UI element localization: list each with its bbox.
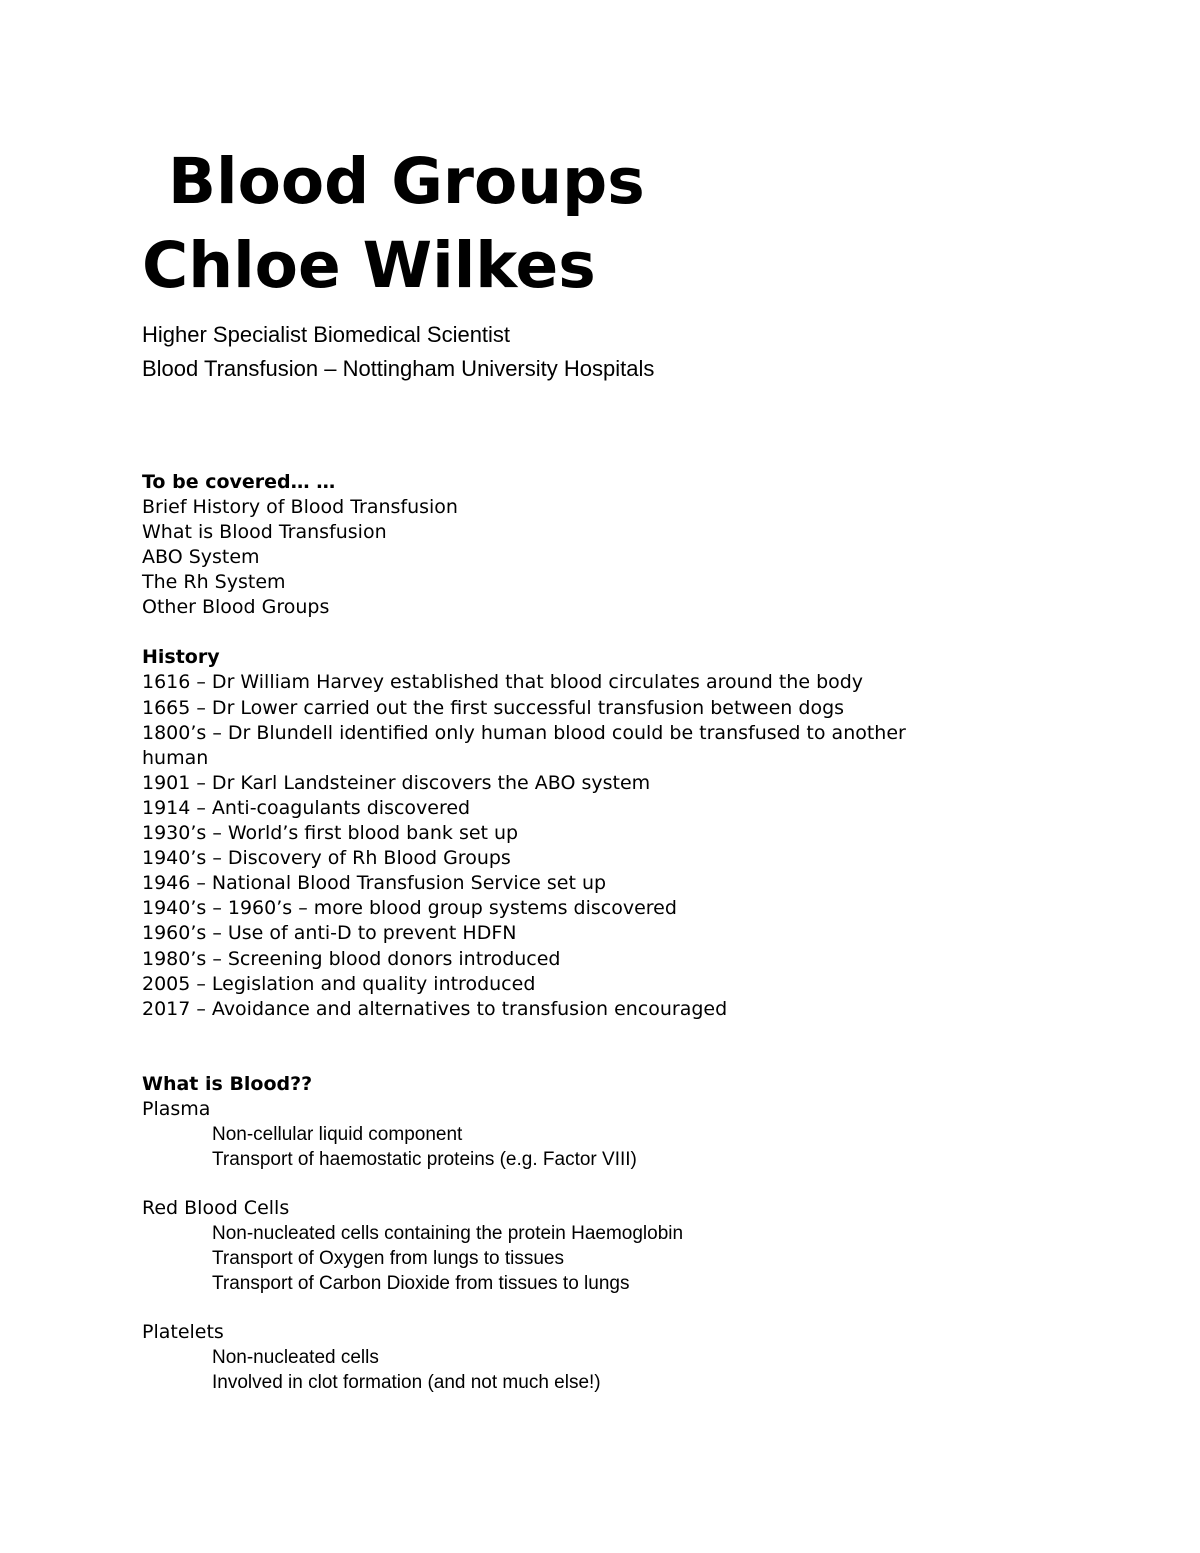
history-item: 1616 – Dr William Harvey established that blood circulates around the body bbox=[142, 671, 864, 694]
plasma-item: Transport of haemostatic proteins (e.g. Factor VIII) bbox=[212, 1148, 637, 1170]
history-item: human bbox=[142, 746, 209, 769]
document-title: Blood Groups bbox=[168, 145, 645, 218]
red-cells-item: Non-nucleated cells containing the protein Haemoglobin bbox=[212, 1222, 684, 1244]
history-item: 1940’s – Discovery of Rh Blood Groups bbox=[142, 847, 511, 870]
covered-section bbox=[142, 470, 1042, 620]
covered-item: Other Blood Groups bbox=[142, 596, 330, 619]
covered-heading: To be covered… … bbox=[142, 471, 336, 493]
plasma-item: Non-cellular liquid component bbox=[212, 1123, 463, 1145]
covered-item: ABO System bbox=[142, 546, 260, 569]
platelets-item: Non-nucleated cells bbox=[212, 1347, 379, 1369]
covered-item: Brief History of Blood Transfusion bbox=[142, 496, 458, 518]
history-item: 1940’s – 1960’s – more blood group systems discovered bbox=[142, 897, 677, 920]
covered-item: The Rh System bbox=[142, 571, 286, 594]
blood-section bbox=[142, 1072, 1042, 1395]
history-item: 1665 – Dr Lower carried out the first successful transfusion between dogs bbox=[142, 696, 845, 719]
document-page bbox=[142, 140, 1042, 1395]
red-cells-item: Transport of Carbon Dioxide from tissues to lungs bbox=[212, 1272, 630, 1294]
history-item: 1914 – Anti-coagulants discovered bbox=[142, 796, 471, 819]
history-item: 2005 – Legislation and quality introduced bbox=[142, 972, 536, 995]
covered-item: What is Blood Transfusion bbox=[142, 521, 387, 544]
history-item: 1980’s – Screening blood donors introduced bbox=[142, 947, 561, 970]
history-item: 1930’s – World’s first blood bank set up bbox=[142, 822, 519, 845]
author-department: Blood Transfusion – Nottingham University Hospitals bbox=[142, 356, 655, 381]
history-item: 1946 – National Blood Transfusion Service set up bbox=[142, 872, 607, 895]
author-name: Chloe Wilkes bbox=[142, 229, 596, 302]
author-role: Higher Specialist Biomedical Scientist bbox=[142, 322, 511, 347]
red-cells-item: Transport of Oxygen from lungs to tissues bbox=[212, 1247, 565, 1269]
plasma-label: Plasma bbox=[142, 1097, 211, 1120]
history-section bbox=[142, 645, 1042, 1021]
history-item: 2017 – Avoidance and alternatives to transfusion encouraged bbox=[142, 997, 728, 1020]
history-item: 1800’s – Dr Blundell identified only human blood could be transfused to another bbox=[142, 721, 906, 744]
red-cells-label: Red Blood Cells bbox=[142, 1196, 290, 1219]
platelets-label: Platelets bbox=[142, 1320, 224, 1343]
history-item: 1960’s – Use of anti-D to prevent HDFN bbox=[142, 922, 517, 945]
history-item: 1901 – Dr Karl Landsteiner discovers the ABO system bbox=[142, 771, 651, 794]
blood-heading: What is Blood?? bbox=[142, 1072, 313, 1095]
platelets-item: Involved in clot formation (and not much else!) bbox=[212, 1372, 601, 1394]
history-heading: History bbox=[142, 646, 220, 669]
